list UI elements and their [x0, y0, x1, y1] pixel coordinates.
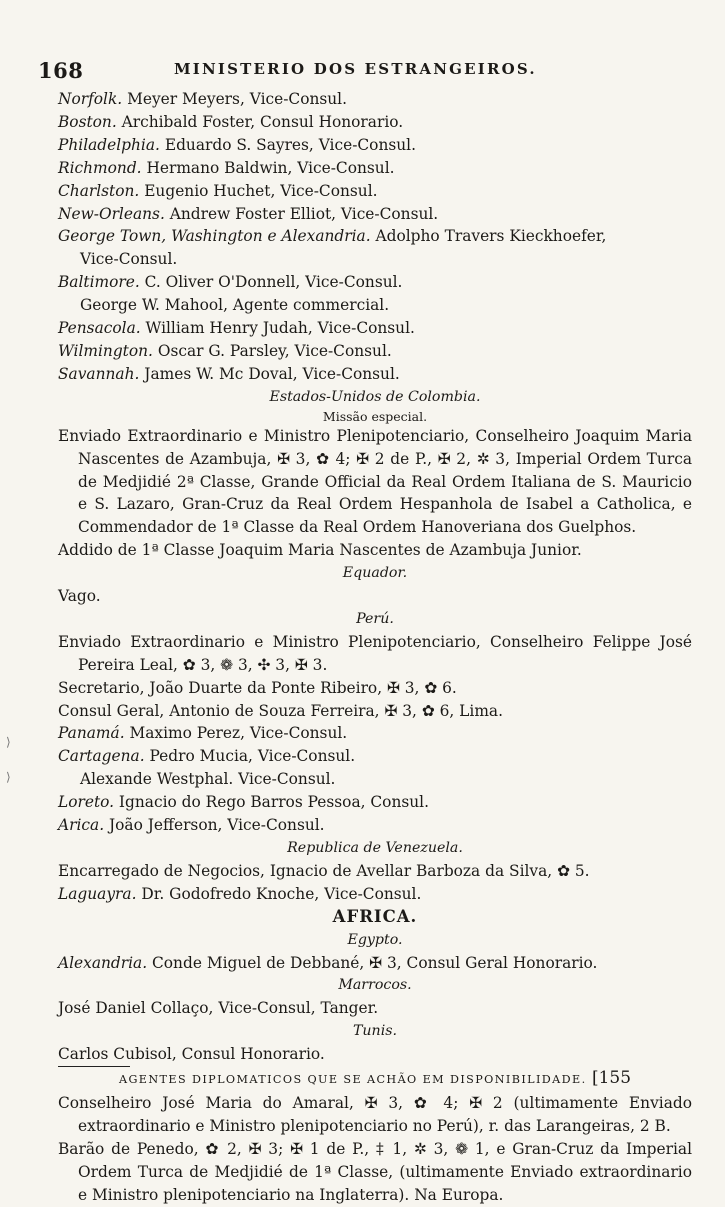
list-item [58, 157, 692, 180]
section-heading-equador: Equador. [342, 565, 408, 582]
equador-vago: Vago. [58, 587, 101, 606]
list-item [58, 88, 692, 111]
list-item [58, 952, 692, 975]
section-heading-africa: AFRICA. [332, 906, 418, 926]
place-name: Richmond. [58, 158, 142, 177]
tunis-entry: Carlos Cubisol, Consul Honorario. [58, 1045, 325, 1064]
entry-text: George W. Mahool, Agente commercial. [80, 296, 390, 315]
place-name: Pensacola. [58, 319, 141, 338]
place-name: Baltimore. [58, 273, 140, 292]
peru-secretario: Secretario, João Duarte da Ponte Ribeiro, ✠ 3, ✿ 6. [58, 678, 457, 697]
entry-text: Oscar G. Parsley, Vice-Consul. [152, 341, 392, 360]
entry-text: Alexande Westphal. Vice-Consul. [80, 770, 336, 789]
list-item [58, 203, 692, 226]
place-name: Laguayra. [58, 884, 137, 903]
place-name: Savannah. [58, 364, 140, 383]
entry-text: Eduardo S. Sayres, Vice-Consul. [159, 135, 416, 154]
margin-bracket-mark: ⟩ [6, 735, 11, 749]
place-name: Arica. [58, 816, 105, 835]
colombia-enviado: Enviado Extraordinario e Ministro Plenipotenciario, Conselheiro Joaquim Maria Nascentes de Azambuja, ✠ 3, ✿ 4; ✠ 2 de P., ✠ 2, ✲ 3, Imperial Ordem Turca de Medjidié 2ª Classe, Grande Official da Real Ordem Italiana de S. Mauricio e S. Lazaro, Gran-Cruz da Real Ordem Hespanhola de Isabel a Catholica, e Commendador de 1ª Classe da Real Ordem Hanoveriana dos Guelphos. [58, 426, 692, 537]
entry-text: James W. Mc Doval, Vice-Consul. [139, 364, 400, 383]
place-name: Cartagena. [58, 747, 145, 766]
place-name: New-Orleans. [58, 204, 165, 223]
section-heading-colombia: Estados-Unidos de Colombia. [269, 388, 481, 405]
entry-text: C. Oliver O'Donnell, Vice-Consul. [139, 273, 403, 292]
list-item [58, 317, 692, 340]
entry-text: Hermano Baldwin, Vice-Consul. [141, 158, 395, 177]
section-heading-venezuela: Republica de Venezuela. [287, 840, 463, 856]
list-item [58, 294, 692, 317]
list-item [58, 722, 692, 745]
page-number: 168 [38, 58, 84, 83]
place-name: George Town, Washington e Alexandria. [58, 227, 371, 246]
entry-text: Conde Miguel de Debbané, ✠ 3, Consul Geral Honorario. [147, 953, 598, 972]
list-item [58, 111, 692, 134]
place-name: Boston. [58, 112, 117, 131]
margin-bracket-mark: ⟩ [6, 770, 11, 784]
page-body [58, 88, 692, 1207]
subheading-tunis: Tunis. [352, 1023, 398, 1040]
subheading-missao: Missão especial. [322, 408, 428, 424]
entry-text: João Jefferson, Vice-Consul. [104, 816, 325, 835]
subheading-marrocos: Marrocos. [338, 977, 412, 994]
list-item [58, 248, 692, 271]
entry-text: Maximo Perez, Vice-Consul. [124, 724, 348, 743]
entry-text: Vice-Consul. [80, 250, 178, 269]
list-item [58, 225, 692, 248]
entry-text: William Henry Judah, Vice-Consul. [140, 319, 415, 338]
list-item [58, 340, 692, 363]
place-name: Wilmington. [58, 341, 153, 360]
place-name: Panamá. [58, 724, 125, 743]
disponibilidade-title: AGENTES DIPLOMATICOS QUE SE ACHÃO EM DISPONIBILIDADE. [118, 1073, 587, 1087]
colombia-addido: Addido de 1ª Classe Joaquim Maria Nascentes de Azambuja Junior. [58, 541, 582, 560]
entry-text: Archibald Foster, Consul Honorario. [116, 112, 404, 131]
venezuela-encarregado: Encarregado de Negocios, Ignacio de Avellar Barboza da Silva, ✿ 5. [58, 861, 590, 880]
marrocos-entry: José Daniel Collaço, Vice-Consul, Tanger. [58, 999, 379, 1018]
list-item [58, 745, 692, 768]
subheading-egypto: Egypto. [347, 931, 403, 948]
peru-enviado: Enviado Extraordinario e Ministro Plenipotenciario, Conselheiro Felippe José Pereira Leal, ✿ 3, ❁ 3, ✣ 3, ✠ 3. [58, 632, 692, 674]
penedo-entry: Barão de Penedo, ✿ 2, ✠ 3; ✠ 1 de P., ‡ 1, ✲ 3, ❁ 1, e Gran-Cruz da Imperial Ordem Turca de Medjidié de 1ª Classe, (ultimamente Enviado extraordinario e Ministro plenipotenciario na Inglaterra). Na Europa. [58, 1139, 692, 1204]
place-name: Philadelphia. [58, 135, 160, 154]
entry-text: Pedro Mucia, Vice-Consul. [144, 747, 356, 766]
running-title: MINISTERIO DOS ESTRANGEIROS. [174, 60, 537, 78]
list-item [58, 814, 692, 837]
page-reference: [155 [586, 1068, 632, 1089]
place-name: Alexandria. [58, 953, 148, 972]
entry-text: Andrew Foster Elliot, Vice-Consul. [164, 204, 439, 223]
list-item [58, 768, 692, 791]
page-header [38, 58, 698, 82]
place-name: Norfolk. [58, 90, 123, 108]
peru-consul: Consul Geral, Antonio de Souza Ferreira, ✠ 3, ✿ 6, Lima. [58, 701, 503, 720]
list-item [58, 180, 692, 203]
entry-text: Dr. Godofredo Knoche, Vice-Consul. [136, 884, 422, 903]
section-heading-peru: Perú. [356, 610, 394, 627]
list-item [58, 883, 692, 906]
entry-text: Adolpho Travers Kieckhoefer, [370, 227, 607, 246]
entry-text: Ignacio do Rego Barros Pessoa, Consul. [114, 793, 429, 812]
entry-text: Meyer Meyers, Vice-Consul. [122, 90, 347, 108]
entry-text: Eugenio Huchet, Vice-Consul. [139, 181, 378, 200]
list-item [58, 134, 692, 157]
list-item [58, 363, 692, 386]
amaral-entry: Conselheiro José Maria do Amaral, ✠ 3, ✿ 4; ✠ 2 (ultimamente Enviado extraordinario e Ministro plenipotenciario no Perú), r. das Larangeiras, 2 B. [58, 1093, 692, 1135]
section-heading-disponibilidade [58, 1067, 692, 1092]
place-name: Loreto. [58, 793, 115, 812]
place-name: Charlston. [58, 181, 140, 200]
list-item [58, 791, 692, 814]
list-item [58, 271, 692, 294]
